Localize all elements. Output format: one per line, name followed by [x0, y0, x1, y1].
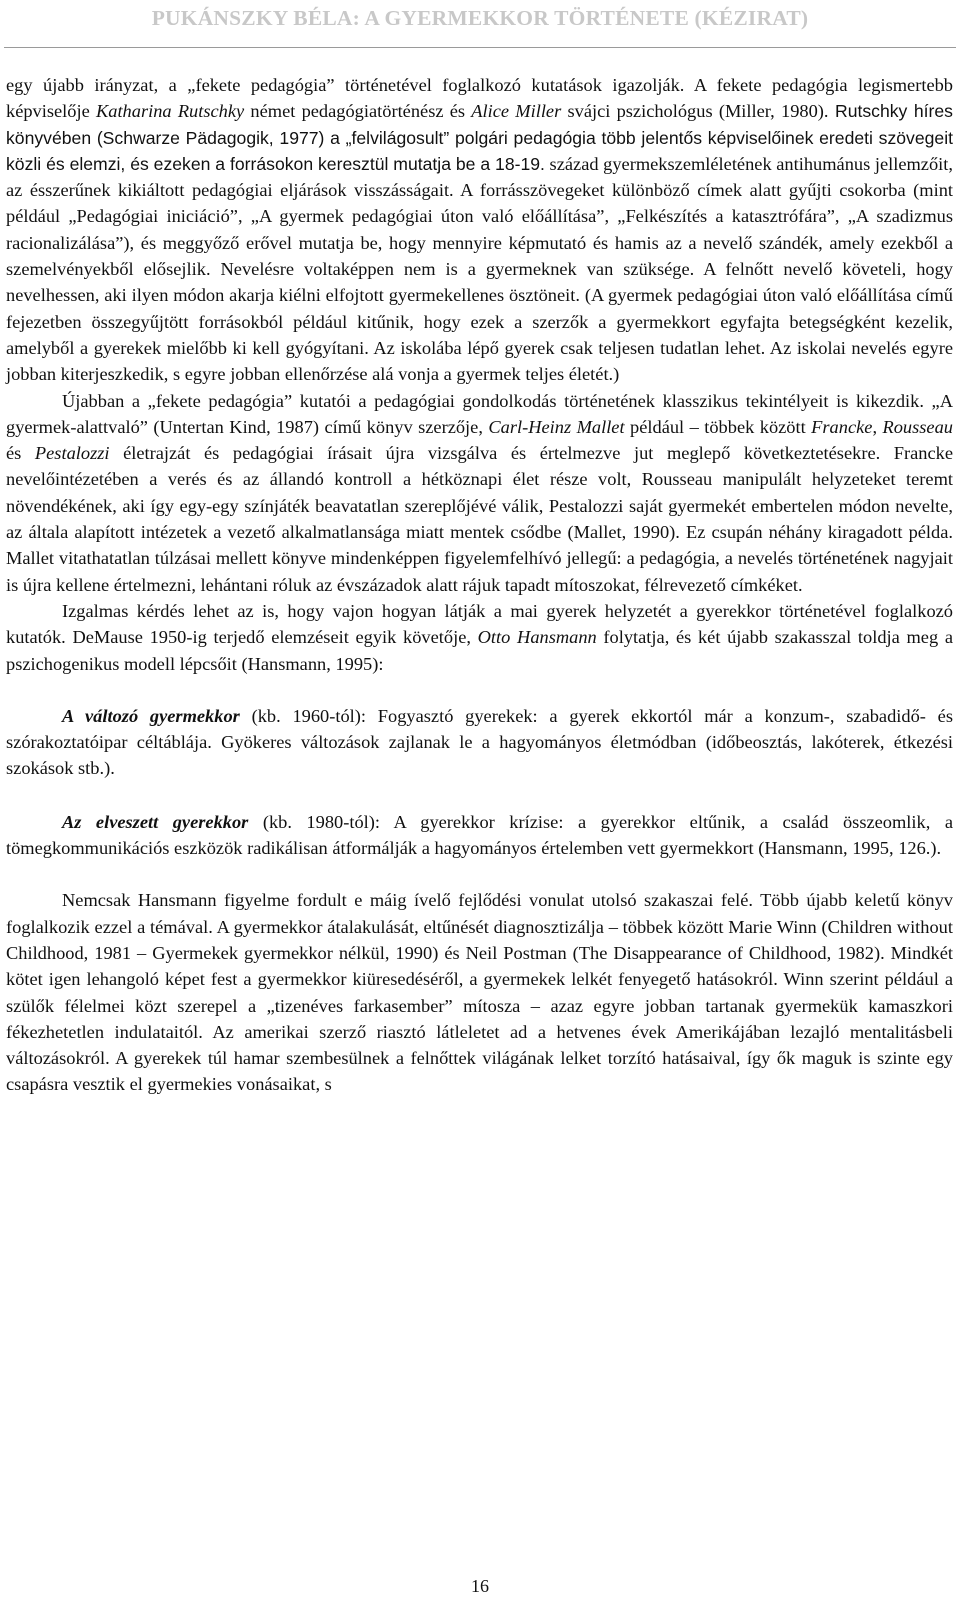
definition-text: (kb. 1980-tól): A gyerekkor krízise: a gyerekkor eltűnik, a család összeomlik, a tömegkommunikációs eszközök radikálisan átformálják a hagyományos értelemben vett gyermekkort (Hansmann, 1995, 126.). [6, 811, 953, 859]
person-name-hansmann: Otto Hansmann [477, 627, 597, 648]
person-name-mallet: Carl-Heinz Mallet [488, 416, 625, 437]
text-run-sans: Rutschky híres könyvében (Schwarze Pädagogik, 1977) a „felvilágosult” polgári pedagógia több jelentős képviselőinek eredeti szövegeit közli és elemzi, és ezeken a forrásokon keresztül mutatja be a 18-19. [6, 101, 953, 174]
paragraph-winn-postman [6, 887, 953, 1097]
text-run: német pedagógiatörténész és [244, 101, 472, 122]
text-run: folytatja, és két újabb szakasszal toldja meg a pszichogenikus modell lépcsőit (Hansmann, 1995): [6, 627, 953, 674]
person-name-francke: Francke [811, 416, 873, 437]
text-run: Nemcsak Hansmann figyelme fordult e máig ívelő fejlődési vonulat utolsó szakaszai felé. Több újabb keletű könyv foglalkozik ezzel a témával. A gyermekkor átalakulását, eltűnését diagnosztizálja – többek között Marie Winn (Children without Childhood, 1981 – Gyermekek gyermekkor nélkül, 1990) és Neil Postman (The Disappearance of Childhood, 1982). Mindkét kötet igen lehangoló képet fest a gyermekkor kiüresedéséről, a gyermekek lelkét fenyegető hatásokról. Winn szerint például a szülők félelmei közt szerepel a „tizenéves farkasember” mítosza – azaz egyre jobban tartanak gyermekük kamaszkori fékezhetetlen indulataitól. Az amerikai szerző riasztó látleletet ad a hetvenes évek Amerikájában lezajló mentalitásbeli változásokról. A gyerekek túl hamar szembesülnek a felnőttek világának lelket torzító hatásaival, így ők maguk is szinte egy csapásra vesztik el gyermekies vonásaikat, s [6, 890, 953, 1095]
paragraph-mallet [6, 388, 953, 598]
text-run: például – többek között [624, 416, 812, 437]
definition-term: Az elveszett gyerekkor [62, 811, 249, 832]
text-run: és [6, 443, 35, 464]
text-run: Izgalmas kérdés lehet az is, hogy vajon hogyan látják a mai gyerek helyzetét a gyerekkor történetével foglalkozó kutatók. DeMause 1950-ig terjedő elemzéseit egyik követője, [6, 600, 953, 648]
definition-valtozo-gyermekkor [6, 703, 953, 782]
person-name-miller: Alice Miller [471, 101, 562, 122]
text-run: Újabban a „fekete pedagógia” kutatói a pedagógiai gondolkodás történetének klasszikus tekintélyeit is kikezdik. „A gyermek-alattvaló” (Untertan Kind, 1987) című könyv szerzője, [6, 390, 953, 437]
definition-text: (kb. 1960-tól): Fogyasztó gyerekek: a gyerek ekkortól már a konzum-, szabadidő- és szórakoztatóipar céltáblája. Gyökeres változások zajlanak le a hagyományos életmódban (időbeosztás, lakóterek, étkezési szokások stb.). [6, 705, 953, 779]
header-divider [4, 47, 956, 48]
person-name-rutschky: Katharina Rutschky [95, 101, 245, 122]
definition-elveszett-gyerekkor [6, 809, 953, 862]
text-run: életrajzát és pedagógiai írásait újra vizsgálva és értelmezve jut meglepő következtetésekre. Francke nevelőintézetében a verés és az állandó kontroll a hétköznapi élet része volt, Rousseau manipulált helyzeteket teremt növendékének, aki így egy-egy színjáték beavatatlan szereplőjévé válik, Pestalozzi saját gyermekét embertelen módon nevelte, az általa alapított intézetek a vezető alkalmatlansága miatt mentek csődbe (Mallet, 1990). Ez csupán néhány kiragadott példa. Mallet vitathatatlan túlzásai mellett könyve mindenképpen figyelemfelhívó jellegű: a pedagógia, a nevelés történetének nagyjait is újra kellene értelmezni, lehántani róluk az évszázadok alatt rájuk tapadt mítoszokat, félrevezető címkéket. [6, 443, 954, 595]
person-name-rousseau: Rousseau [882, 416, 953, 437]
text-run: század gyermekszemléletének antihumánus jellemzőit, az ésszerűnek kikiáltott pedagógiai eljárások visszásságait. A forrásszövegeket különböző címek alatt gyűjti csokorba (mint például „Pedagógiai iniciáció”, „A gyermek pedagógiai úton való előállítása”, „Felkészítés a katasztrófára”, „A szadizmus racionalizálása”), és meggyőző erővel mutatja be, hogy mennyire képmutató és hamis az a nevelő szándék, amely ezekből a szemelvényekből elősejlik. Nevelésre voltaképpen nem is a gyermeknek van szüksége. A felnőtt nevelő követeli, hogy nevelhessen, aki ilyen módon akarja kiélni elfojtott gyermekellenes ösztöneit. (A gyermek pedagógiai úton való előállítása című fejezetben összegyűjtött forrásokból például kitűnik, hogy ezek a szerzők a gyermekkort egyfajta betegségként kezelik, amelyből a gyerekek mielőbb ki kell gyógyítani. Az iskolába lépő gyerek csak teljesen tudatlan lehet. Az iskolai nevelés egyre jobban kiterjeszkedik, s egyre jobban ellenőrzése alá vonja a gyermek teljes életét.) [6, 153, 953, 385]
paragraph-hansmann [6, 598, 953, 677]
document-body [6, 72, 953, 1098]
text-run: egy újabb irányzat, a „fekete pedagógia” történetével foglalkozó kutatások igazolják. A fekete pedagógia legismertebb képviselője [6, 75, 953, 122]
text-run: svájci pszichológus (Miller, 1980). [561, 101, 829, 122]
definition-term: A változó gyermekkor [62, 705, 240, 726]
paragraph-fekete-pedagogia [6, 72, 953, 388]
running-header: PUKÁNSZKY BÉLA: A GYERMEKKOR TÖRTÉNETE (KÉZIRAT) [151, 6, 809, 30]
text-run: , [872, 416, 883, 437]
page-number: 16 [471, 1576, 489, 1596]
person-name-pestalozzi: Pestalozzi [34, 443, 110, 464]
